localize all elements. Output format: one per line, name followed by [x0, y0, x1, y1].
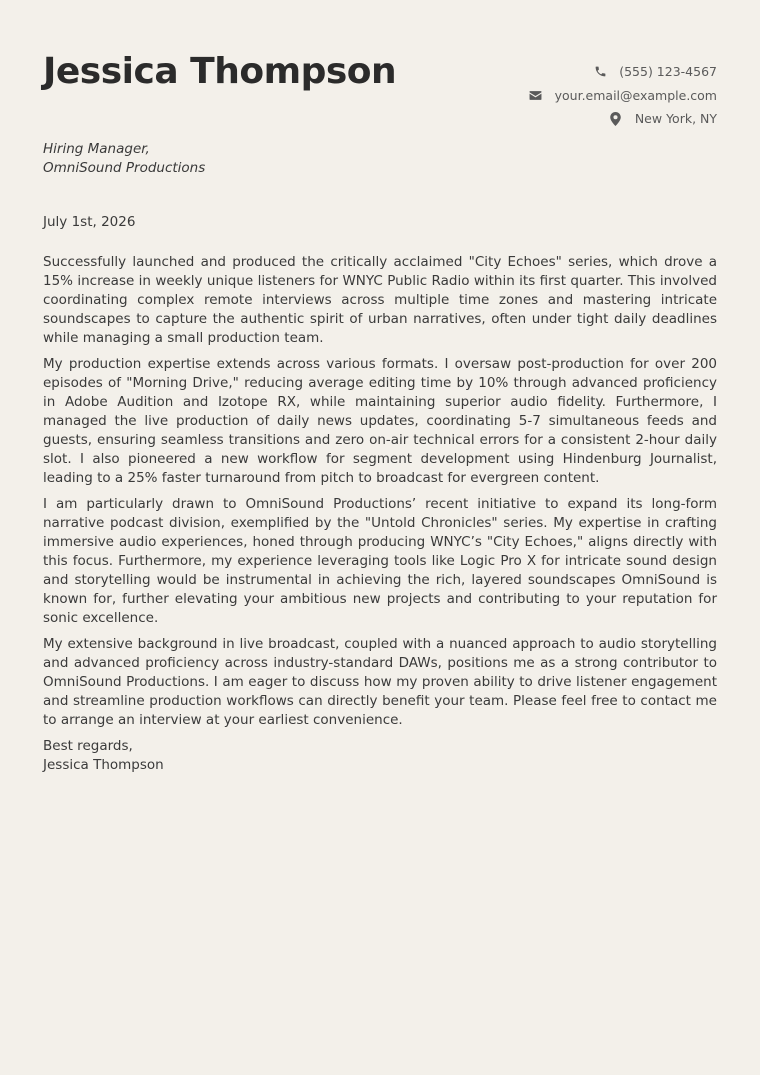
signature-name: Jessica Thompson — [43, 757, 164, 773]
body-paragraph: My extensive background in live broadcast, coupled with a nuanced approach to audio storytelling and advanced proficiency across industry-standard DAWs, positions me as a strong contributor to OmniSound Productions. I am eager to discuss how my proven ability to drive listener engagement and streamline production workflows can directly benefit your team. Please feel free to contact me to arrange an interview at your earliest convenience. — [43, 636, 717, 728]
body-paragraph: I am particularly drawn to OmniSound Productions’ recent initiative to expand its long-form narrative podcast division, exemplified by the "Untold Chronicles" series. My expertise in crafting immersive audio experiences, honed through producing WNYC’s "City Echoes," aligns directly with this focus. Furthermore, my experience leveraging tools like Logic Pro X for intricate sound design and storytelling would be instrumental in achieving the rich, layered soundscapes OmniSound is known for, further elevating your ambitious new projects and contributing to your reputation for sonic excellence. — [43, 496, 717, 626]
applicant-name: Jessica Thompson — [43, 51, 397, 92]
contact-email: your.email@example.com — [554, 87, 717, 103]
letter-body — [43, 253, 717, 775]
contact-block — [529, 60, 717, 131]
closing-salutation: Best regards, — [43, 738, 133, 754]
recipient-company: OmniSound Productions — [43, 160, 206, 176]
recipient-block — [43, 140, 205, 178]
contact-phone-row — [529, 60, 717, 84]
contact-phone: (555) 123-4567 — [619, 64, 717, 80]
body-paragraph: Successfully launched and produced the critically acclaimed "City Echoes" series, which drove a 15% increase in weekly unique listeners for WNYC Public Radio within its first quarter. This involved coordinating complex remote interviews across multiple time zones and mastering intricate soundscapes to capture the authentic spirit of urban narratives, often under tight daily deadlines while managing a small production team. — [43, 254, 717, 346]
closing-block — [43, 737, 717, 775]
envelope-icon — [529, 88, 543, 102]
recipient-title: Hiring Manager, — [43, 141, 150, 157]
contact-location: New York, NY — [634, 111, 717, 127]
body-paragraph: My production expertise extends across various formats. I oversaw post-production for over 200 episodes of "Morning Drive," reducing average editing time by 10% through advanced proficiency in Adobe Audition and Izotope RX, while maintaining superior audio fidelity. Furthermore, I managed the live production of daily news updates, coordinating 5-7 simultaneous feeds and guests, ensuring seamless transitions and zero on-air technical errors for a consistent 2-hour daily slot. I also pioneered a new workflow for segment development using Hindenburg Journalist, leading to a 25% faster turnaround from pitch to broadcast for evergreen content. — [43, 356, 717, 486]
letter-date: July 1st, 2026 — [43, 214, 136, 230]
map-pin-icon — [609, 112, 623, 126]
contact-location-row — [529, 107, 717, 131]
contact-email-row — [529, 84, 717, 108]
phone-icon — [593, 65, 607, 79]
